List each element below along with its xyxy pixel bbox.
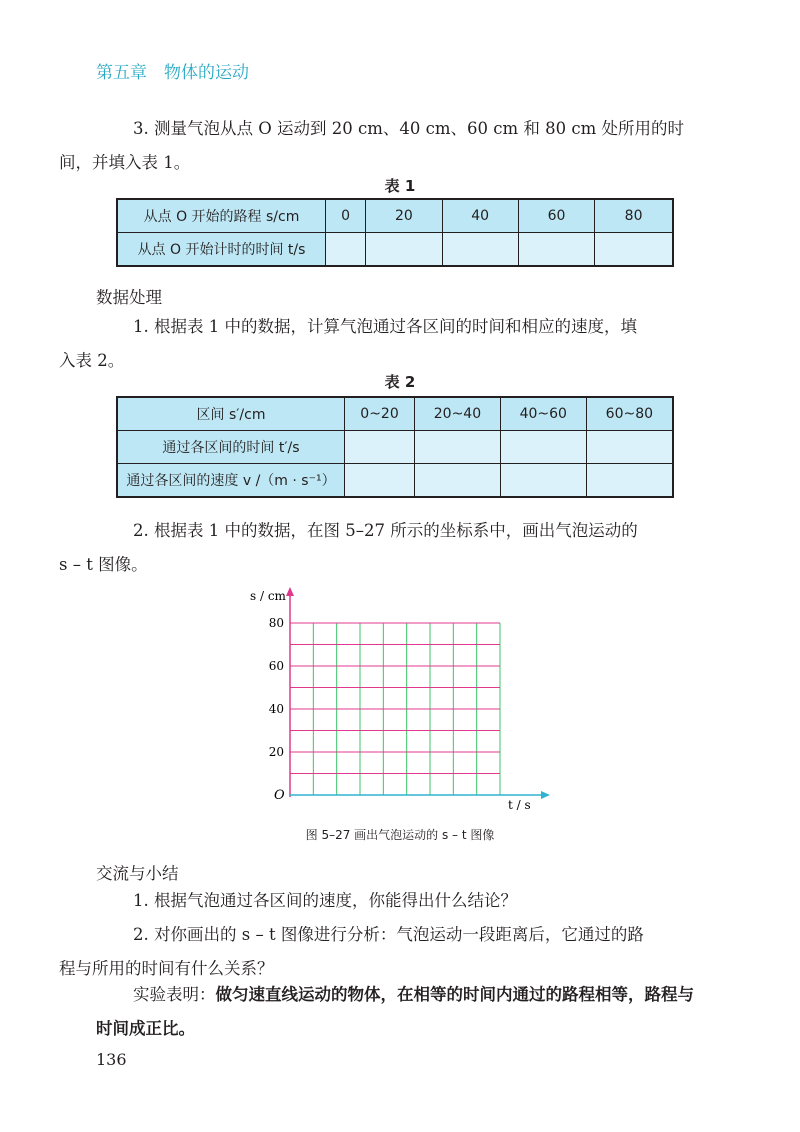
table2-empty-cell (345, 464, 415, 498)
step3-line2: 间，并填入表 1。 (59, 153, 191, 172)
y-tick-label: 40 (268, 702, 284, 716)
conclusion-text: 做匀速直线运动的物体，在相等的时间内通过的路程相等，路程与时间成正比。 (96, 985, 694, 1038)
table1 (116, 198, 674, 267)
data-step1-line1: 1. 根据表 1 中的数据，计算气泡通过各区间的时间和相应的速度，填 (133, 317, 637, 336)
horizontal-grid-lines (290, 623, 500, 774)
table2-row3-label: 通过各区间的速度 v /（m · s⁻¹） (117, 464, 345, 498)
table1-cell: 40 (442, 199, 518, 233)
data-step1-paragraph (59, 310, 694, 378)
data-step2-line2: s – t 图像。 (59, 555, 148, 574)
table1-row-time (117, 233, 673, 267)
figure-caption: 图 5–27 画出气泡运动的 s – t 图像 (305, 828, 495, 842)
table1-empty-cell (518, 233, 594, 267)
table2-row-interval (117, 397, 673, 431)
table2-row1-label: 区间 s′/cm (117, 397, 345, 431)
table2-cell: 0~20 (345, 397, 415, 431)
section-summary: 交流与小结 (96, 864, 179, 883)
y-tick-labels (269, 616, 284, 759)
x-axis-arrow (541, 791, 550, 799)
table2-empty-cell (345, 431, 415, 464)
table1-cell: 0 (326, 199, 366, 233)
section-data-processing: 数据处理 (96, 288, 162, 307)
table1-cell: 80 (595, 199, 673, 233)
step3-line1: 3. 测量气泡从点 O 运动到 20 cm、40 cm、60 cm 和 80 cm 处所用的时 (133, 119, 684, 138)
table1-row1-label: 从点 O 开始的路程 s/cm (117, 199, 326, 233)
table1-cell: 60 (518, 199, 594, 233)
table2-empty-cell (415, 431, 501, 464)
y-axis-arrow (286, 587, 294, 596)
y-tick-label: 80 (268, 616, 284, 630)
table1-empty-cell (366, 233, 442, 267)
table2-row-time (117, 431, 673, 464)
table1-empty-cell (595, 233, 673, 267)
page-number: 136 (96, 1050, 127, 1069)
conclusion-prefix: 实验表明： (133, 985, 216, 1004)
origin-label: O (274, 788, 285, 803)
table1-cell: 20 (366, 199, 442, 233)
y-tick-label: 60 (268, 659, 284, 673)
summary-q2-paragraph (59, 918, 694, 986)
table2-empty-cell (586, 464, 673, 498)
y-tick-label: 20 (268, 745, 284, 759)
table2-caption: 表 2 (384, 373, 416, 391)
table1-row-distance (117, 199, 673, 233)
step3-paragraph (59, 112, 694, 180)
data-step2-line1: 2. 根据表 1 中的数据，在图 5–27 所示的坐标系中，画出气泡运动的 (133, 521, 638, 540)
table2-cell: 20~40 (415, 397, 501, 431)
table1-empty-cell (326, 233, 366, 267)
table2-cell: 40~60 (500, 397, 586, 431)
table2-empty-cell (586, 431, 673, 464)
summary-q1: 1. 根据气泡通过各区间的速度，你能得出什么结论？ (133, 891, 517, 910)
table2-empty-cell (500, 464, 586, 498)
table1-empty-cell (442, 233, 518, 267)
table2-cell: 60~80 (586, 397, 673, 431)
y-axis-label: s / cm (250, 589, 286, 603)
table2 (116, 396, 674, 498)
st-graph (240, 585, 560, 815)
conclusion-paragraph (96, 978, 694, 1046)
table2-empty-cell (415, 464, 501, 498)
table1-row2-label: 从点 O 开始计时的时间 t/s (117, 233, 326, 267)
data-step1-line2: 入表 2。 (59, 351, 125, 370)
summary-q2-line1: 2. 对你画出的 s – t 图像进行分析：气泡运动一段距离后，它通过的路 (133, 925, 644, 944)
table2-row2-label: 通过各区间的时间 t′/s (117, 431, 345, 464)
summary-q2-line2: 程与所用的时间有什么关系？ (59, 959, 274, 978)
table2-row-speed (117, 464, 673, 498)
chapter-header: 第五章 物体的运动 (96, 63, 249, 83)
data-step2-paragraph (59, 514, 694, 582)
table1-caption: 表 1 (384, 177, 416, 195)
x-axis-label: t / s (508, 798, 531, 812)
table2-empty-cell (500, 431, 586, 464)
